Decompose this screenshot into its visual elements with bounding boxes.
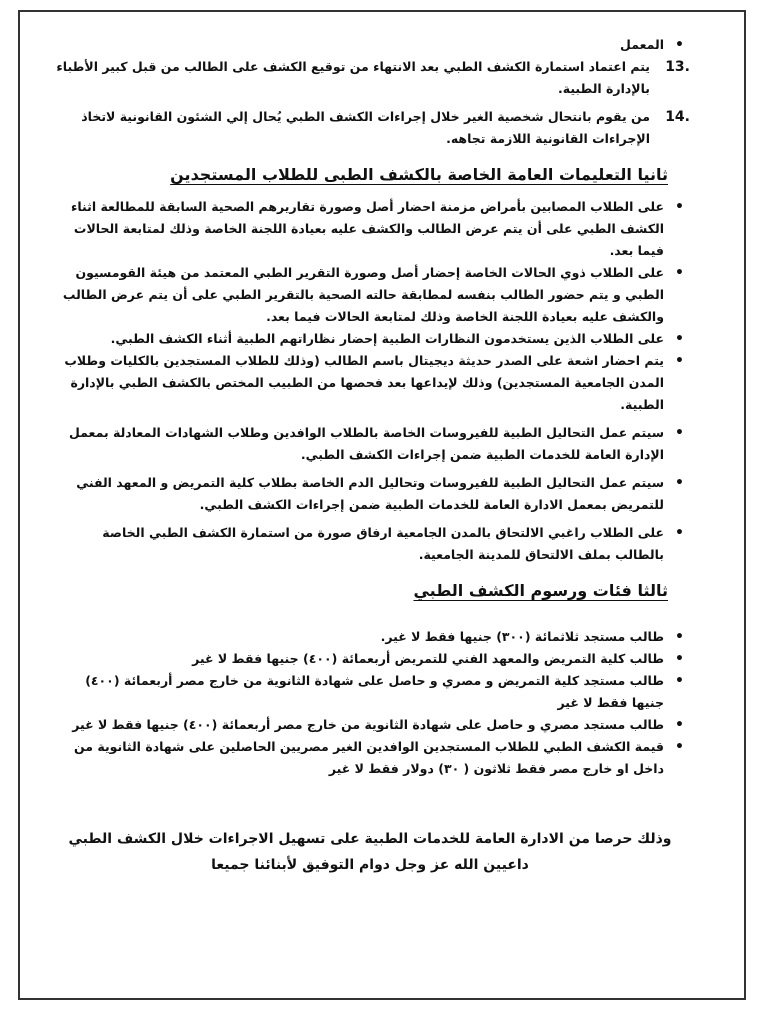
list-item: • قيمة الكشف الطبي للطلاب المستجدين الوافدين الغير مصريين الحاصلين على شهادة الثانوية من داخل او خارج مصر فقط ثلاثون ( ٣٠) دولار فقط لا غير <box>50 736 690 780</box>
list-item: • على الطلاب ذوي الحالات الخاصة إحضار أصل وصورة التقرير الطبي المعتمد من هيئة القومسيون الطبي و يتم حضور الطالب بنفسه لمطابقة حالته الصحية بالتقرير الطبي على أن يتم عرض الطالب والكشف عليه بعيادة اللجنة الخاصة وذلك لمتابعة الحالات فيما بعد. <box>50 262 690 328</box>
closing-line-1: وذلك حرصا من الادارة العامة للخدمات الطبية على تسهيل الاجراءات خلال الكشف الطبي <box>68 831 672 847</box>
closing-note <box>50 826 690 878</box>
list-item: • على الطلاب المصابين بأمراض مزمنة احضار أصل وصورة تقاريرهم الصحية السابقة للمطالعة اثناء الكشف الطبي على أن يتم عرض الطالب والكشف عليه بعيادة اللجنة الخاصة وذلك لمتابعة الحالات فيما بعد. <box>50 196 690 262</box>
list-item: • طالب مستجد كلية التمريض و مصري و حاصل على شهادة الثانوية من خارج مصر أربعمائة (٤٠٠) جنيها فقط لا غير <box>50 670 690 714</box>
list-item: • طالب كلية التمريض والمعهد الفني للتمريض أربعمائة (٤٠٠) جنيها فقط لا غير <box>50 648 690 670</box>
item-number: 14. <box>665 109 690 125</box>
list-item: • يتم احضار اشعة على الصدر حديثة ديجيتال باسم الطالب (وذلك للطلاب المستجدين بالكليات وطلاب المدن الجامعية المستجدين) وذلك لإيداعها بعد فحصها من الطبيب المختص بالكشف الطبي بالإدارة الطبية. <box>50 350 690 416</box>
section2-heading: ثانيا التعليمات العامة الخاصة بالكشف الطبى للطلاب المستجدين <box>170 165 668 184</box>
numbered-item-14 <box>50 106 690 150</box>
list-item: • طالب مستجد ثلاثمائة (٣٠٠) جنيها فقط لا غير. <box>50 626 690 648</box>
closing-line-2: داعيين الله عز وجل دوام التوفيق لأبنائنا جميعا <box>211 857 529 873</box>
list-item: • طالب مستجد مصري و حاصل على شهادة الثانوية من خارج مصر أربعمائة (٤٠٠) جنيها فقط لا غير <box>50 714 690 736</box>
section2-list <box>50 196 690 566</box>
numbered-list <box>50 56 690 150</box>
list-item: • سيتم عمل التحاليل الطبية للفيروسات الخاصة بالطلاب الوافدين وطلاب الشهادات المعادلة بمعمل الإدارة العامة للخدمات الطبية ضمن إجراءات الكشف الطبي. <box>50 422 690 466</box>
item-text: يتم اعتماد استمارة الكشف الطبي بعد الانتهاء من توقيع الكشف على الطالب من قبل كبير الأطباء بالإدارة الطبية. <box>56 59 650 96</box>
list-item: • على الطلاب راغبي الالتحاق بالمدن الجامعية ارفاق صورة من استمارة الكشف الطبي الخاصة بالطالب بملف الالتحاق للمدينة الجامعية. <box>50 522 690 566</box>
item-text: من يقوم بانتحال شخصية الغير خلال إجراءات الكشف الطبي يُحال إلي الشئون القانونية لاتخاذ الإجراءات القانونية اللازمة تجاهه. <box>81 109 650 146</box>
section3-heading: ثالثا فئات ورسوم الكشف الطبي <box>413 581 668 600</box>
list-item: • سيتم عمل التحاليل الطبية للفيروسات وتحاليل الدم الخاصة بطلاب كلية التمريض و المعهد الفني للتمريض بمعمل الادارة العامة للخدمات الطبية ضمن إجراءات الكشف الطبي. <box>50 472 690 516</box>
list-item: • على الطلاب الذين يستخدمون النظارات الطبية إحضار نظاراتهم الطبية أثناء الكشف الطبي. <box>50 328 690 350</box>
document-page <box>50 34 690 878</box>
section3-list <box>50 626 690 780</box>
item-number: 13. <box>665 59 690 75</box>
intro-bullet: • المعمل <box>50 34 690 56</box>
numbered-item-13 <box>50 56 690 100</box>
